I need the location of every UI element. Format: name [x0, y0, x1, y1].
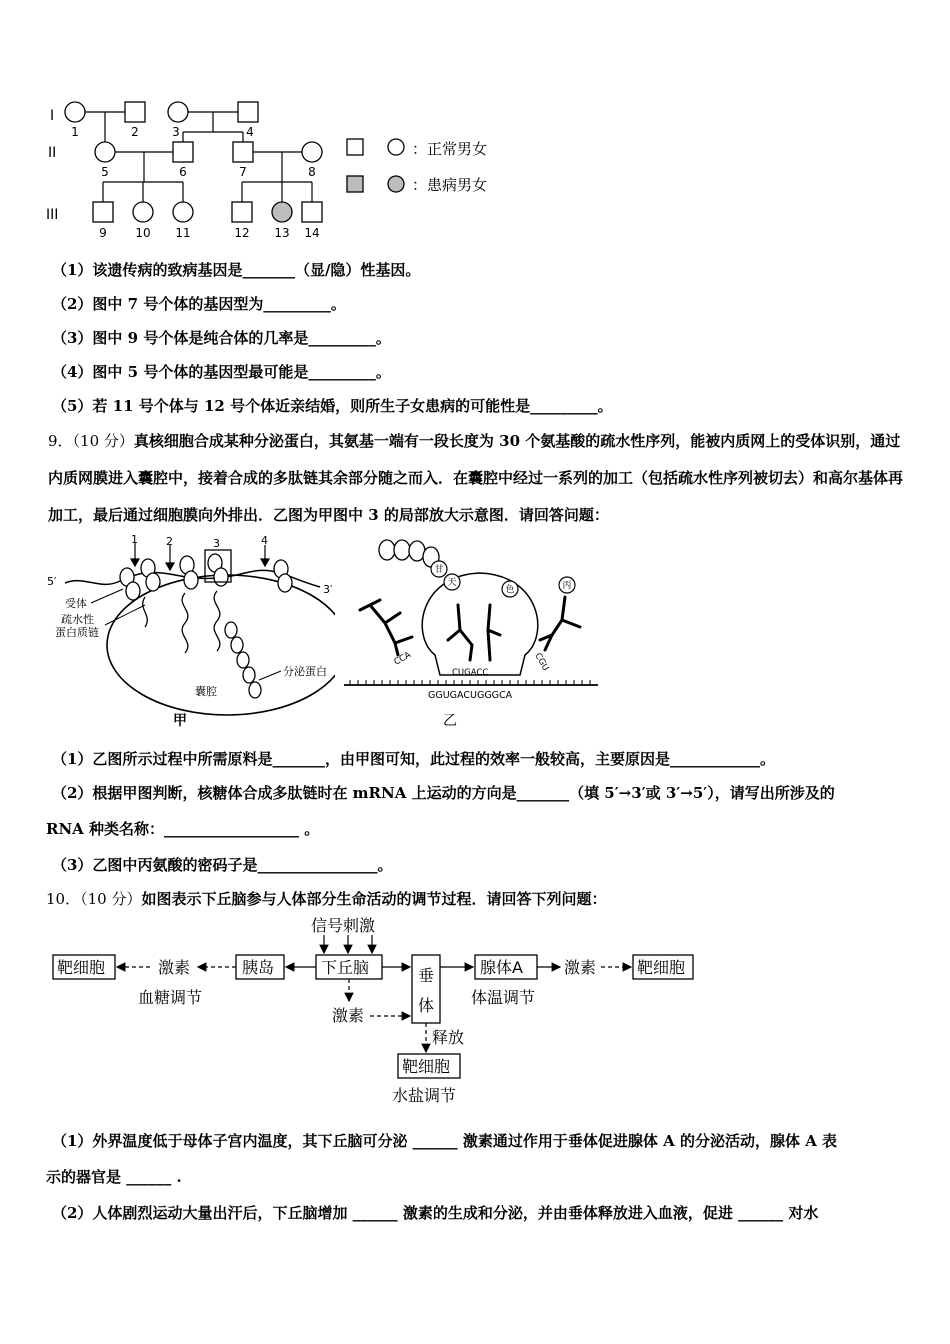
blood-sugar-label: 血糖调节 — [138, 988, 203, 1007]
individual-number-7: 7 — [239, 165, 247, 179]
hormone-left-label: 激素 — [158, 958, 191, 977]
q9-number: 9．（10 分） — [48, 432, 134, 450]
q9-sub2-line2: RNA 种类名称：__________________ 。 — [46, 820, 320, 838]
target-cell-left-label: 靶细胞 — [57, 958, 106, 977]
trna-right — [540, 597, 580, 650]
fig-jia-receptor-label: 受体 — [65, 597, 87, 610]
fig-jia-mark-2: 2 — [166, 535, 173, 548]
individual-number-6: 6 — [179, 165, 187, 179]
individual-number-11: 11 — [175, 226, 191, 240]
q9-sub2-line1: （2）根据甲图判断，核糖体合成多肽链时在 mRNA 上运动的方向是_______（填 5′→3′或 3′→5′），请写出所涉及的 — [52, 784, 835, 802]
hormone-right-label: 激素 — [564, 958, 597, 977]
q10-stem-text: 如图表示下丘脑参与人体部分生命活动的调节过程．请回答下列问题： — [141, 890, 607, 908]
release-label: 释放 — [432, 1028, 465, 1047]
legend-normal-male-icon — [347, 139, 363, 155]
individual-number-3: 3 — [172, 125, 180, 139]
gland-a-label: 腺体A — [480, 958, 523, 977]
hormone-mid-label: 激素 — [332, 1006, 365, 1025]
anticodon-cugacc: CUGACC — [452, 668, 489, 678]
q9-sub1: （1）乙图所示过程中所需原料是_______，由甲图可知，此过程的效率一般较高，主要原因是____________。 — [52, 750, 775, 768]
q10-sub1-line1: （1）外界温度低于母体子宫内温度，其下丘脑可分泌 ______ 激素通过作用于垂体促进腺体 A 的分泌活动，腺体 A 表 — [52, 1132, 838, 1150]
figure-yi — [340, 535, 602, 730]
fig-yi-caption: 乙 — [443, 713, 457, 729]
legend-normal-label: ：正常男女 — [412, 140, 488, 158]
fig-jia-secretory-label: 分泌蛋白 — [283, 665, 327, 678]
amino-acid-trp: 色 — [505, 585, 515, 595]
ribosome — [422, 573, 538, 675]
fig-jia-hydrophobic-label-1: 疏水性 — [61, 613, 94, 626]
q10-sub2: （2）人体剧烈运动大量出汗后，下丘脑增加 ______ 激素的生成和分泌，并由垂体释放进入血液，促进 ______ 对水 — [52, 1204, 819, 1222]
gen-label-1: I — [50, 108, 55, 124]
anticodon-cgu: CGU — [532, 651, 551, 673]
body-temp-label: 体温调节 — [471, 988, 536, 1007]
gen-label-2: II — [48, 145, 57, 161]
individual-number-9: 9 — [99, 226, 107, 240]
peptide-chain-beads — [379, 540, 439, 567]
individual-10-normal-female — [133, 202, 153, 222]
q8-sub5: （5）若 11 号个体与 12 号个体近亲结婚，则所生子女患病的可能性是_________。 — [52, 397, 613, 415]
individual-2-normal-male — [125, 102, 145, 122]
gen-label-3: III — [46, 207, 59, 223]
q10-stem — [46, 888, 606, 910]
individual-1-normal-female — [65, 102, 85, 122]
individual-12-normal-male — [232, 202, 252, 222]
pituitary-label-1: 垂 — [418, 966, 435, 985]
fig-jia-caption: 甲 — [173, 713, 187, 729]
water-salt-label: 水盐调节 — [392, 1086, 457, 1105]
trna-left — [360, 600, 412, 655]
individual-5-normal-female — [95, 142, 115, 162]
individual-7-normal-male — [233, 142, 253, 162]
individual-13-affected-female — [272, 202, 292, 222]
fig-jia-lumen-label: 囊腔 — [195, 685, 217, 698]
er-lumen — [107, 575, 335, 715]
legend-normal-female-icon — [388, 139, 404, 155]
target-cell-right-label: 靶细胞 — [637, 958, 686, 977]
individual-14-normal-male — [302, 202, 322, 222]
fig-jia-mark-3: 3 — [213, 537, 220, 550]
amino-acid-gly: 甘 — [434, 565, 444, 575]
individual-number-13: 13 — [274, 226, 290, 240]
individual-number-2: 2 — [131, 125, 139, 139]
amino-acid-asp: 天 — [447, 578, 457, 588]
q8-sub4: （4）图中 5 号个体的基因型最可能是_________。 — [52, 363, 391, 381]
q9-stem — [48, 423, 908, 534]
individual-3-normal-female — [168, 102, 188, 122]
legend-affected-female-icon — [388, 176, 404, 192]
q9-stem-text: 真核细胞合成某种分泌蛋白，其氨基一端有一段长度为 30 个氨基酸的疏水性序列，能被内质网上的受体识别，通过内质网膜进入囊腔中，接着合成的多肽链其余部分随之而入．在囊腔中经过一系列的加工（包括疏水性序列被切去）和高尔基体再加工，最后通过细胞膜向外排出．乙图为甲图中 3 的局部放大示意图．请回答问题： — [48, 432, 904, 524]
q10-number: 10．（10 分） — [46, 890, 142, 908]
q8-sub3: （3）图中 9 号个体是纯合体的几率是_________。 — [52, 329, 391, 347]
pancreas-label: 胰岛 — [242, 958, 275, 977]
individual-number-8: 8 — [308, 165, 316, 179]
pituitary-label-2: 体 — [418, 996, 435, 1015]
q8-sub1: （1）该遗传病的致病基因是_______（显/隐）性基因。 — [52, 261, 421, 279]
individual-11-normal-female — [173, 202, 193, 222]
individual-number-10: 10 — [135, 226, 151, 240]
pedigree-chart — [40, 95, 520, 245]
hypothalamus-label: 下丘脑 — [321, 958, 370, 977]
hypothalamus-regulation-diagram — [48, 913, 728, 1108]
individual-number-14: 14 — [304, 226, 320, 240]
individual-number-12: 12 — [234, 226, 250, 240]
target-cell-bottom-label: 靶细胞 — [402, 1057, 451, 1076]
individual-6-normal-male — [173, 142, 193, 162]
individual-number-4: 4 — [246, 125, 254, 139]
fig-jia-mark-4: 4 — [261, 535, 268, 547]
mrna-sequence: GGUGACUGGGCA — [428, 690, 513, 701]
individual-4-normal-male — [238, 102, 258, 122]
legend-affected-male-icon — [347, 176, 363, 192]
legend-affected-label: ：患病男女 — [412, 176, 488, 194]
signal-stimulus-label: 信号刺激 — [311, 916, 376, 935]
individual-8-normal-female — [302, 142, 322, 162]
fig-jia-3-prime: 3′ — [323, 583, 333, 596]
individual-9-normal-male — [93, 202, 113, 222]
fig-jia-5-prime: 5′ — [47, 575, 57, 588]
q9-sub3: （3）乙图中丙氨酸的密码子是________________。 — [52, 856, 393, 874]
figure-jia — [45, 535, 335, 730]
q8-sub2: （2）图中 7 号个体的基因型为_________。 — [52, 295, 346, 313]
fig-jia-mark-1: 1 — [131, 535, 138, 546]
fig-jia-hydrophobic-label-2: 蛋白质链 — [55, 626, 99, 639]
amino-acid-ala: 丙 — [562, 581, 572, 591]
q10-sub1-line2: 示的器官是 ______ . — [46, 1168, 182, 1186]
individual-number-5: 5 — [101, 165, 109, 179]
individual-number-1: 1 — [71, 125, 79, 139]
anticodon-cca: CCA — [392, 650, 413, 668]
